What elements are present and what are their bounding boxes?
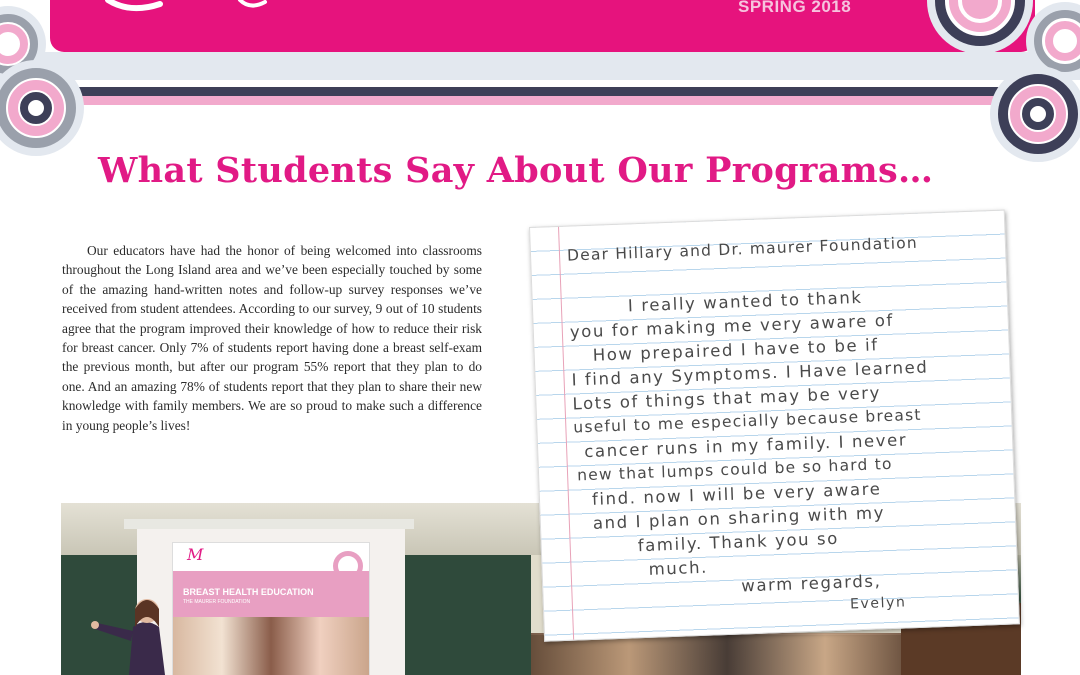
slide-title: BREAST HEALTH EDUCATION [183, 587, 314, 597]
note-line: much. [648, 557, 709, 579]
issue-season: SPRING 2018 [738, 0, 852, 16]
teacher-figure-icon [89, 587, 201, 675]
projector-screen-frame [124, 519, 414, 529]
note-line: Lots of things that may be very [572, 383, 882, 414]
note-line: new that lumps could be so hard to [576, 454, 893, 485]
note-line: How prepaired I have to be if [592, 335, 879, 365]
slide-subtitle: THE MAURER FOUNDATION [183, 599, 251, 605]
newsletter-banner [0, 0, 1080, 175]
decorative-ring-icon [20, 92, 52, 124]
note-line: I find any Symptoms. I Have learned [571, 357, 929, 390]
article-title: What Students Say About Our Programs… [98, 150, 934, 191]
banner-divider-dark [20, 87, 1060, 96]
note-line: cancer runs in my family. I never [583, 430, 908, 462]
note-signature: Evelyn [849, 594, 907, 613]
decorative-ring-icon [1045, 21, 1080, 61]
note-greeting: Dear Hillary and Dr. maurer Foundation [566, 233, 919, 265]
article-body: Our educators have had the honor of being welcomed into classrooms throughout the Long Island area and we’ve been especially touched by some of the amazing hand-written notes and follow-up survey responses we’ve received from student attendees. According to our survey, 9 out of 10 students agree that the program improved their knowledge of how to reduce their risk for breast cancer. Only 7% of students report having done a breast self-exam the previous month, but after our program 55% report that they plan to do one. And an amazing 78% of students report that they plan to share their new knowledge with family members. We are so proud to make such a difference in young people’s lives! [62, 243, 482, 433]
note-line: find. now I will be very aware [591, 479, 882, 509]
note-closing: warm regards, [740, 571, 882, 596]
note-line: family. Thank you so [637, 528, 840, 556]
slide-photo [173, 617, 369, 675]
note-margin-line [558, 227, 574, 640]
banner-divider-pink [20, 96, 1060, 105]
note-line: you for making me very aware of [569, 310, 895, 342]
logo-swirl-icon [100, 0, 270, 14]
slide-logo: M [187, 545, 204, 564]
decorative-ring-icon [1022, 98, 1054, 130]
banner-grey-band [0, 52, 1080, 80]
handwritten-note [529, 210, 1020, 642]
note-line: and I plan on sharing with my [592, 503, 886, 533]
note-line: useful to me especially because breast [573, 405, 922, 437]
note-line: I really wanted to thank [627, 287, 863, 316]
